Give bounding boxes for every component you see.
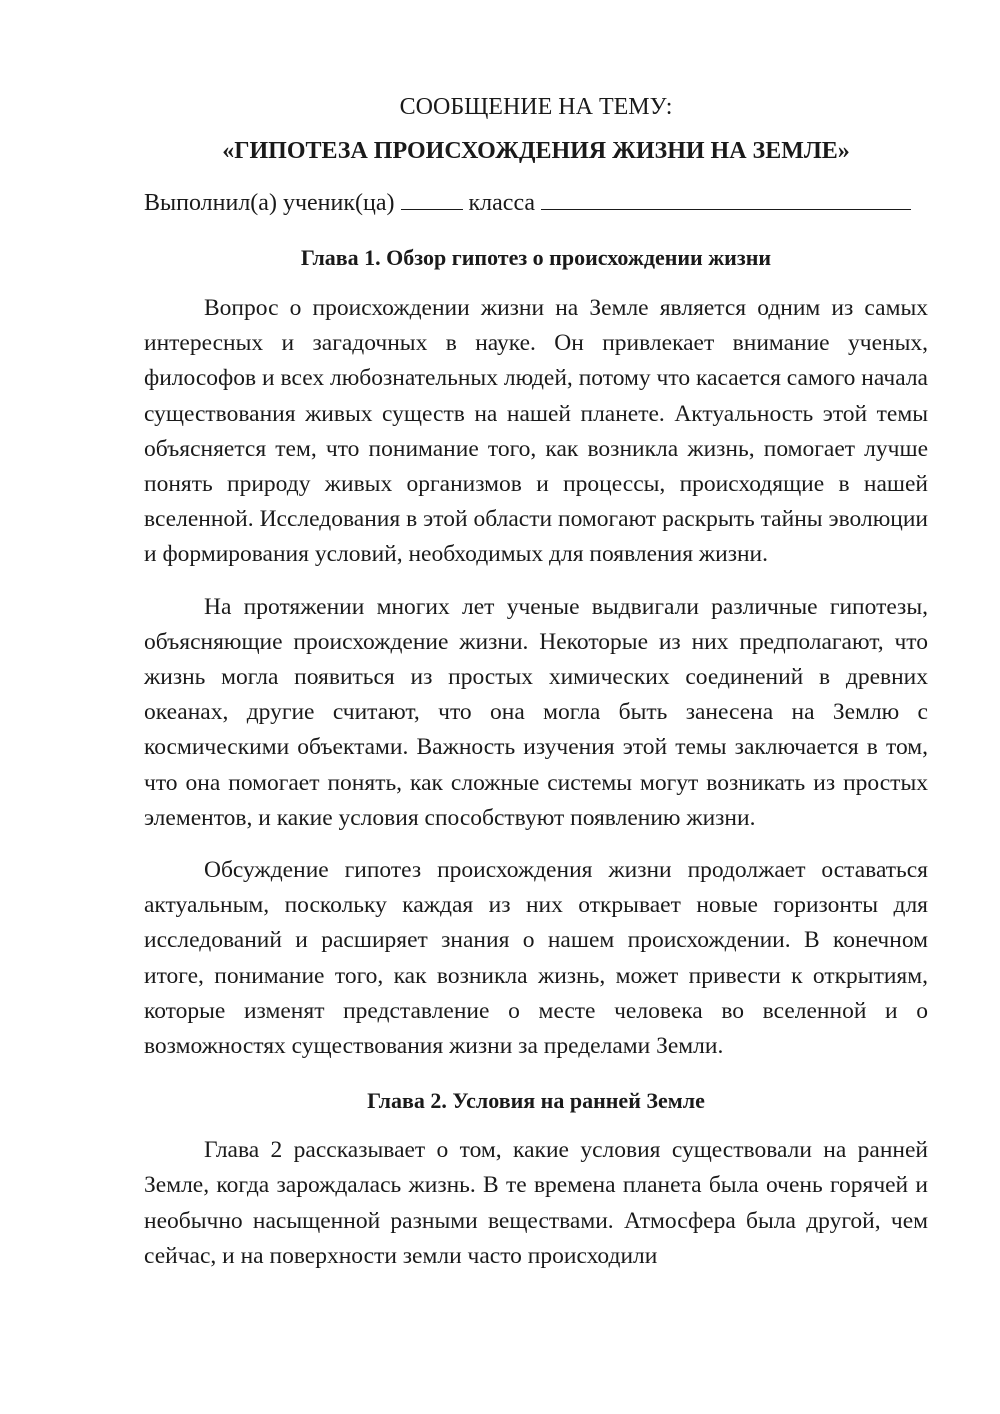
chapter-1-paragraph-1: Вопрос о происхождении жизни на Земле является одним из самых интересных и загадочных в науке. Он привлекает внимание ученых, философов и всех любознательных людей, потому что касается самого начала существования живых существ на нашей планете. Актуальность этой темы объясняется тем, что понимание того, как возникла жизнь, помогает лучше понять природу живых организмов и процессы, происходящие в нашей вселенной. Исследования в этой области помогают раскрыть тайны эволюции и формирования условий, необходимых для появления жизни.	[144, 295, 928, 568]
class-blank-field	[401, 189, 463, 210]
chapter-1-paragraph-3: Обсуждение гипотез происхождения жизни продолжает оставаться актуальным, поскольку каждая из них открывает новые горизонты для исследований и расширяет знания о нашем происхождении. В конечном итоге, понимание того, как возникла жизнь, может привести к открытиям, которые изменят представление о месте человека во вселенной и о возможностях существования жизни за пределами Земли.	[144, 857, 928, 1060]
chapter-2-heading: Глава 2. Условия на ранней Земле	[367, 1088, 705, 1114]
name-blank-field	[541, 189, 911, 210]
document-title-line2: «ГИПОТЕЗА ПРОИСХОЖДЕНИЯ ЖИЗНИ НА ЗЕМЛЕ»	[222, 138, 850, 164]
document-title-line1: СООБЩЕНИЕ НА ТЕМУ:	[399, 94, 673, 120]
chapter-1-heading: Глава 1. Обзор гипотез о происхождении жизни	[300, 245, 772, 270]
signature-line	[144, 188, 928, 218]
signature-middle: класса	[462, 190, 542, 216]
chapter-1-paragraph-2: На протяжении многих лет ученые выдвигали различные гипотезы, объясняющие происхождение жизни. Некоторые из них предполагают, что жизнь могла появиться из простых химических соединений в древних океанах, другие считают, что она могла быть занесена на Землю с космическими объектами. Важность изучения этой темы заключается в том, что она помогает понять, как сложные системы могут возникать из простых элементов, и какие условия способствуют появлению жизни.	[144, 593, 928, 831]
signature-prefix: Выполнил(а) ученик(ца)	[144, 190, 401, 216]
chapter-2-paragraph-1: Глава 2 рассказывает о том, какие условия существовали на ранней Земле, когда зарождалась жизнь. В те времена планета была очень горячей и необычно насыщенной разными веществами. Атмосфера была другой, чем сейчас, и на поверхности земли часто происходили	[144, 1137, 928, 1269]
